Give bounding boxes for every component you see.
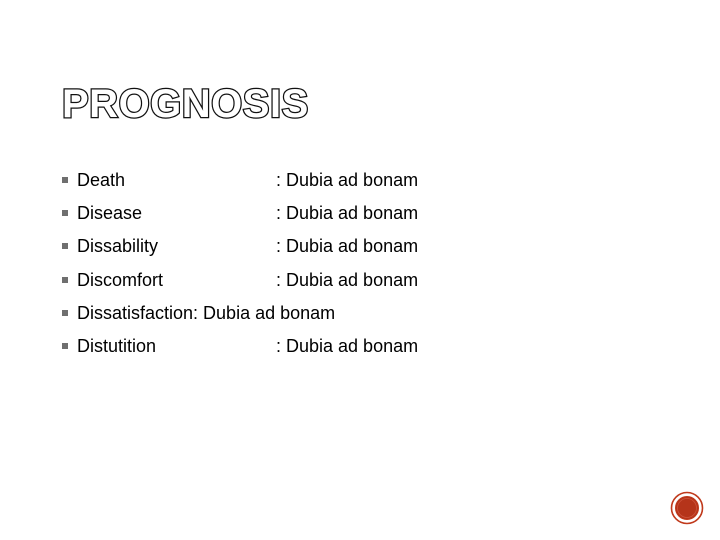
item-value: : Dubia ad bonam <box>276 203 419 224</box>
list-item-disease <box>62 201 662 225</box>
item-value: : Dubia ad bonam <box>276 269 419 290</box>
item-term: Dissability <box>77 236 159 257</box>
square-bullet-icon <box>62 177 68 183</box>
item-value: : Dubia ad bonam <box>276 170 419 190</box>
square-bullet-icon <box>62 343 68 349</box>
item-value: : Dubia ad bonam <box>276 335 419 356</box>
square-bullet-icon <box>62 277 68 283</box>
list-item-dissatisfaction <box>62 301 662 325</box>
item-text: Dissatisfaction: Dubia ad bonam <box>77 302 336 323</box>
square-bullet-icon <box>62 310 68 316</box>
square-bullet-icon <box>62 243 68 249</box>
list-item-dissability <box>62 234 662 258</box>
circle-ornament-icon <box>670 491 704 525</box>
item-term: Distutition <box>77 335 157 356</box>
item-value: : Dubia ad bonam <box>276 236 419 257</box>
square-bullet-icon <box>62 210 68 216</box>
item-term: Disease <box>77 203 143 224</box>
prognosis-list <box>62 168 662 367</box>
item-term: Death <box>77 170 126 190</box>
list-item-discomfort <box>62 268 662 292</box>
list-item-distutition <box>62 334 662 358</box>
item-term: Discomfort <box>77 269 164 290</box>
list-item-death <box>62 168 662 192</box>
page-title: PROGNOSIS <box>62 82 309 126</box>
